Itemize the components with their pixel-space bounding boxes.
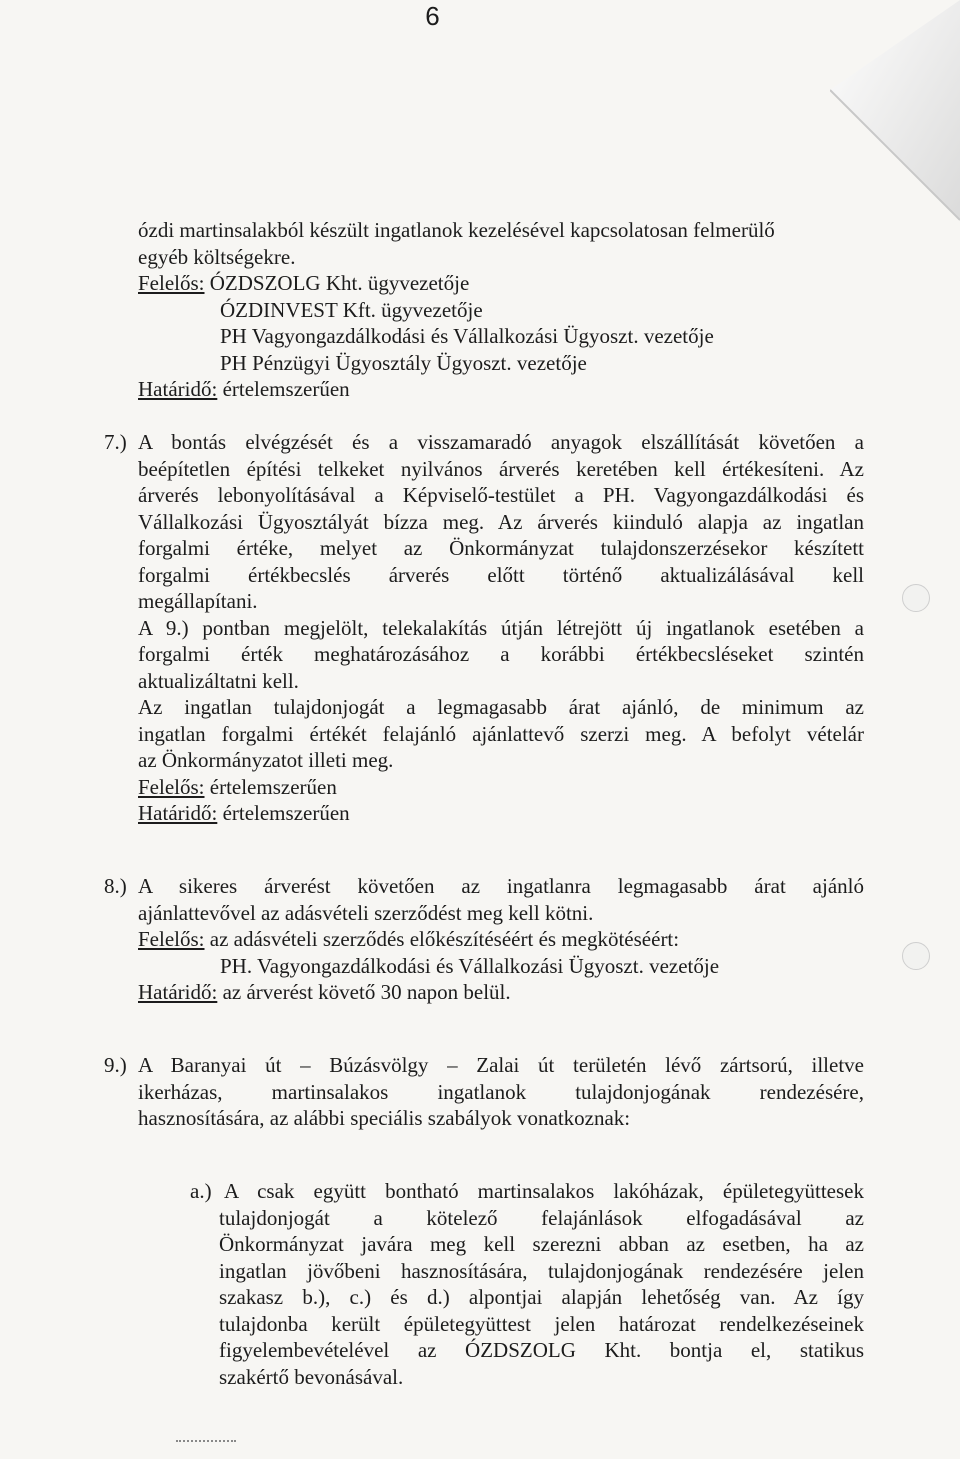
hatarido-label: Határidő:	[138, 377, 218, 401]
item9a-line: szakasz b.), c.) és d.) alpontjai alapján lehetőség van. Az így	[219, 1285, 864, 1309]
page-number: 6	[425, 1, 440, 31]
felelos-value: ÓZDSZOLG Kht. ügyvezetője	[209, 271, 470, 295]
punch-hole-top	[902, 584, 930, 612]
item7-line: megállapítani.	[138, 589, 258, 613]
item9a-line-1	[104, 1178, 864, 1205]
felelos-label: Felelős:	[138, 927, 205, 951]
item9a-line: Önkormányzat javára meg kell szerezni abban az esetben, ha az	[219, 1232, 864, 1256]
item7-line: aktualizáltatni kell.	[138, 668, 299, 693]
item7-line: forgalmi értékbecslés árverés előtt történő aktualizálásával kell	[138, 562, 864, 587]
intro-felelos-2: ÓZDINVEST Kft. ügyvezetője	[220, 297, 483, 322]
felelos-value: az adásvételi szerződés előkészítéséért és megkötéséért:	[209, 927, 680, 951]
felelos-label: Felelős:	[138, 774, 205, 799]
scan-artifact-dots	[176, 1440, 236, 1444]
item8-line: ajánlattevővel az adásvételi szerződést meg kell kötni.	[138, 900, 594, 925]
item9-line: hasznosítására, az alábbi speciális szabályok vonatkoznak:	[138, 1106, 631, 1130]
item7-line-1	[104, 429, 864, 456]
intro-felelos-3: PH Vagyongazdálkodási és Vállalkozási Ügyoszt. vezetője	[220, 324, 714, 348]
item9a-line: szakértő bevonásával.	[219, 1364, 404, 1389]
item7-line: A 9.) pontban megjelölt, telekalakítás útján létrejött új ingatlanok esetében a	[138, 615, 864, 640]
item7-number: 7.)	[104, 430, 127, 454]
item7-hatarido	[104, 800, 864, 827]
item9a-text: A csak együtt bontható martinsalakos lakóházak, épületegyüttesek	[224, 1179, 864, 1203]
folded-corner-shadow-icon	[830, 0, 960, 230]
hatarido-value: értelemszerűen	[222, 377, 350, 401]
intro-felelos-4: PH Pénzügyi Ügyosztály Ügyoszt. vezetője	[220, 350, 587, 375]
item7-line: Vállalkozási Ügyosztályát bízza meg. Az árverés kiinduló alapja az ingatlan	[138, 509, 864, 534]
intro-line-2: egyéb költségekre.	[138, 244, 296, 269]
felelos-label: Felelős:	[138, 271, 205, 295]
item9-line: ikerházas, martinsalakos ingatlanok tulajdonjogának rendezésére,	[138, 1079, 864, 1104]
item8-number: 8.)	[104, 874, 127, 898]
item7-line: az Önkormányzatot illeti meg.	[138, 748, 394, 772]
document-body	[104, 217, 864, 1390]
item7-line: beépítetlen építési telkeket nyilvános árverés keretében kell értékesíteni. Az	[138, 456, 864, 481]
item8-line-1	[104, 873, 864, 900]
hatarido-label: Határidő:	[138, 801, 218, 825]
hatarido-value: az árverést követő 30 napon belül.	[222, 980, 511, 1004]
item9a-label: a.)	[190, 1179, 212, 1203]
item8-text: A sikeres árverést követően az ingatlanra legmagasabb árat ajánló	[138, 874, 864, 898]
punch-hole-bottom	[902, 942, 930, 970]
hatarido-label: Határidő:	[138, 980, 218, 1004]
item7-line: forgalmi érték meghatározásához a korábbi értékbecsléseket szintén	[138, 642, 864, 666]
item7-line: forgalmi értéke, melyet az Önkormányzat tulajdonszerzésekor készített	[138, 536, 864, 560]
item9a-line: tulajdonba került épületegyüttest jelen határozat rendelkezéseinek	[219, 1311, 864, 1336]
item9-text: A Baranyai út – Búzásvölgy – Zalai út területén lévő zártsorú, illetve	[138, 1053, 864, 1077]
intro-hatarido	[104, 376, 864, 403]
item8-hatarido	[104, 979, 864, 1006]
hatarido-value: értelemszerűen	[222, 801, 350, 825]
item9a-line: ingatlan jövőbeni hasznosítására, tulajdonjogának rendezésére jelen	[219, 1258, 864, 1283]
item8-felelos	[104, 926, 864, 953]
item9-line-1	[104, 1052, 864, 1079]
item8-felelos-2: PH. Vagyongazdálkodási és Vállalkozási Ügyoszt. vezetője	[220, 953, 720, 978]
intro-line-1: ózdi martinsalakból készült ingatlanok kezelésével kapcsolatosan felmerülő	[138, 218, 775, 242]
felelos-value: értelemszerűen	[209, 774, 337, 799]
item7-felelos	[104, 774, 864, 801]
item7-line: ingatlan forgalmi értékét felajánló ajánlattevő szerzi meg. A befolyt vételár	[138, 721, 864, 746]
item7-text: A bontás elvégzését és a visszamaradó anyagok elszállítását követően a	[138, 430, 864, 454]
item9-number: 9.)	[104, 1053, 127, 1077]
intro-felelos	[104, 270, 864, 297]
item7-line: árverés lebonyolításával a Képviselő-testület a PH. Vagyongazdálkodási és	[138, 483, 864, 507]
item9a-line: figyelembevételével az ÓZDSZOLG Kht. bontja el, statikus	[219, 1338, 864, 1362]
item7-line: Az ingatlan tulajdonjogát a legmagasabb árat ajánló, de minimum az	[138, 695, 864, 719]
item9a-line: tulajdonjogát a kötelező felajánlások elfogadásával az	[219, 1205, 864, 1230]
